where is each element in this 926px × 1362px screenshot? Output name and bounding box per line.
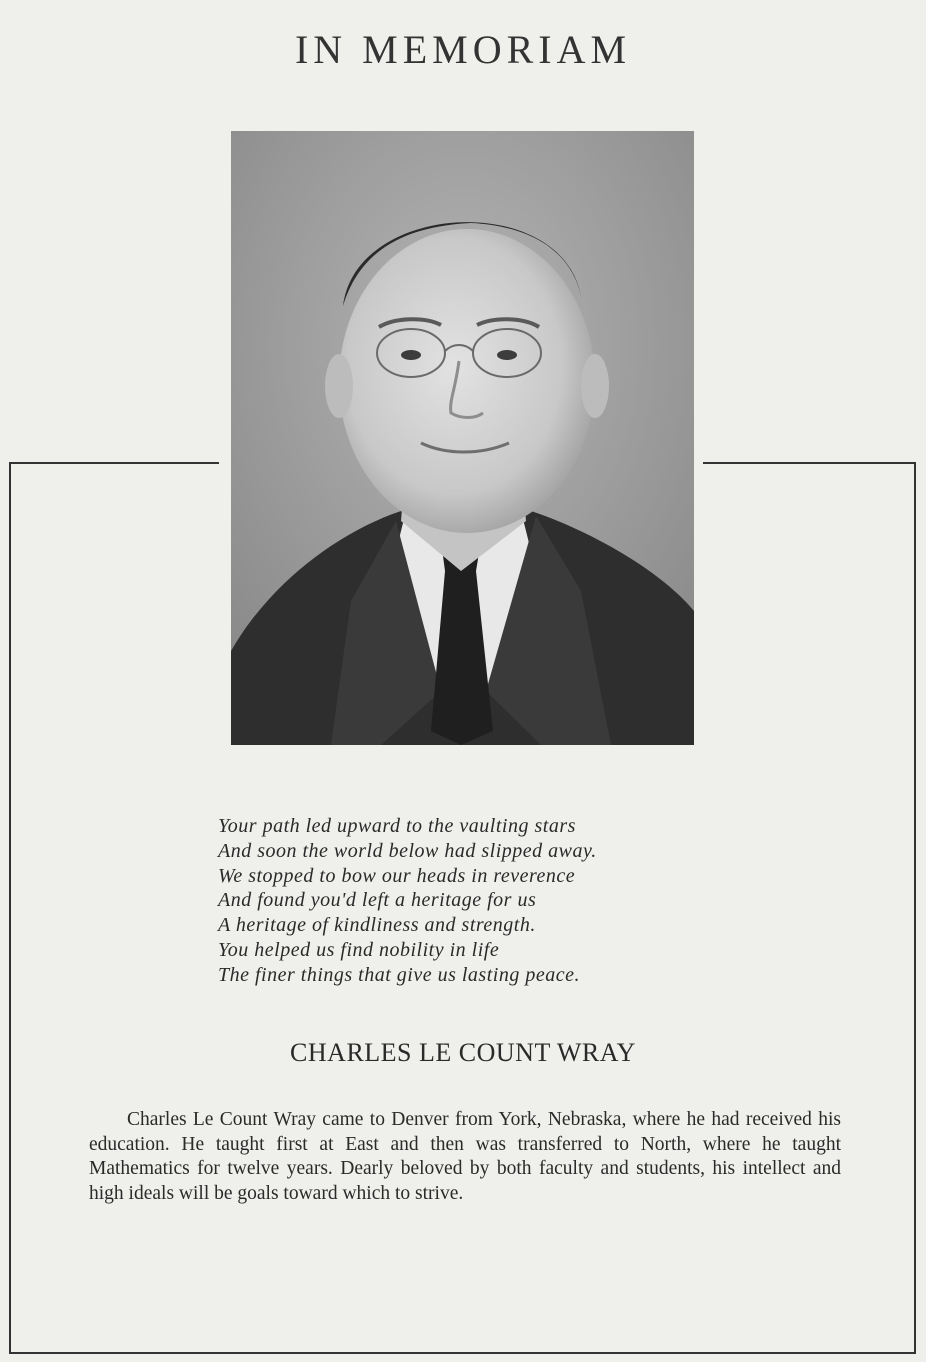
poem-line: You helped us find nobility in life — [218, 938, 500, 961]
poem-line: The finer things that give us lasting peace. — [218, 963, 580, 986]
poem-line: And soon the world below had slipped away. — [218, 839, 597, 862]
memorial-bio: Charles Le Count Wray came to Denver from York, Nebraska, where he had received his education. He taught first at East and then was transferred to North, where he taught Mathematics for twelve years. Dearly beloved by both faculty and students, his intellect and high ideals will be goals toward which to strive. — [89, 1109, 841, 1204]
portrait-photo-icon — [231, 131, 694, 745]
poem-line: We stopped to bow our heads in reverence — [218, 864, 576, 887]
poem-line: A heritage of kindliness and strength. — [218, 914, 536, 937]
portrait-photo — [231, 131, 694, 745]
poem-line: And found you'd left a heritage for us — [218, 889, 537, 912]
page-title: IN MEMORIAM — [294, 27, 632, 72]
poem — [218, 814, 597, 988]
poem-line: Your path led upward to the vaulting stars — [218, 815, 576, 837]
memorial-name: CHARLES LE COUNT WRAY — [290, 1038, 636, 1067]
